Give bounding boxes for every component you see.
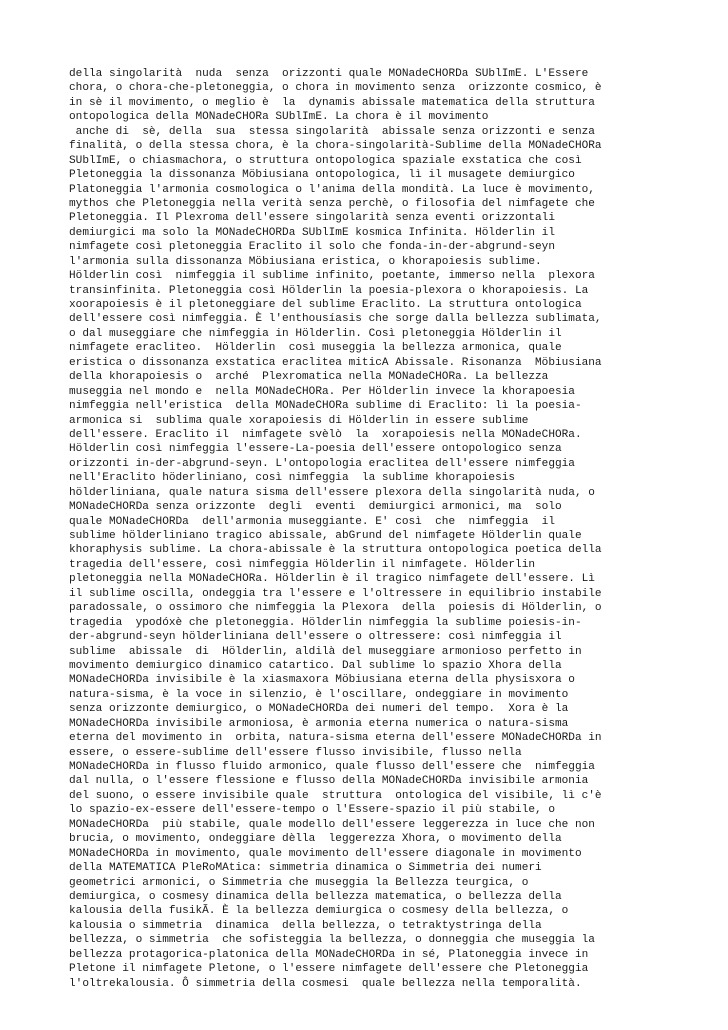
text-line: orizzonti in-der-abgrund-seyn. L'ontopologia eraclitea dell'essere nimfeggia [69, 457, 575, 470]
text-line: chora, o chora-che-pletoneggia, o chora in movimento senza orizzonte cosmico, è [69, 82, 602, 95]
text-line: geometrici armonici, o Simmetria che museggia la Bellezza teurgica, o [69, 876, 529, 889]
text-line: in sè il movimento, o meglio è la dynamis abissale matematica della struttura [69, 96, 595, 109]
text-line: khoraphysis sublime. La chora-abissale è la struttura ontopologica poetica della [69, 544, 602, 557]
text-line: dal nulla, o l'essere flessione e flusso della MONadeCHORDa invisibile armonia [69, 775, 589, 788]
text-line: ontopologica della MONadeCHORa SUblImE. La chora è il movimento [69, 111, 489, 124]
text-line: sublime hölderliniano tragico abissale, abGrund del nimfagete Hölderlin quale [69, 530, 582, 542]
text-line: Pletoneggia. Il Plexroma dell'essere singolarità senza eventi orizzontali [69, 212, 555, 225]
text-line: Platoneggia l'armonia cosmologica o l'anima della mondità. La luce è movimento, [69, 183, 595, 196]
text-line: della khorapoiesis o arché Plexromatica nella MONadeCHORa. La bellezza [69, 371, 549, 384]
text-line: o dal museggiare che nimfeggia in Hölderlin. Così pletoneggia Hölderlin il [69, 327, 562, 340]
text-line: museggia nel mondo e nella MONadeCHORa. Per Hölderlin invece la khorapoesia [69, 385, 575, 398]
text-line: anche di sè, della sua stessa singolarità abissale senza orizzonti e senza [69, 125, 595, 138]
text-line: paradossale, o ossimoro che nimfeggia la Plexora della poiesis di Hölderlin, o [69, 602, 602, 615]
text-line: MONadeCHORDa invisibile è la xiasmaxora Möbiusiana eterna della physisxora o [69, 674, 575, 687]
text-line: lo spazio-ex-essere dell'essere-tempo o l'Essere-spazio il più stabile, o [69, 804, 555, 817]
text-line: hölderliniana, quale natura sisma dell'essere plexora della singolarità nuda, o [69, 486, 595, 499]
text-line: nimfagete eracliteo. Hölderlin così museggia la bellezza armonica, quale [69, 342, 562, 355]
text-line: mythos che Pletoneggia nella verità senza perchè, o filosofia del nimfagete che [69, 197, 595, 210]
document-text-block [69, 67, 709, 1005]
text-line: l'oltrekalousia. Ô simmetria della cosmesi quale bellezza nella temporalità. [69, 977, 582, 990]
text-line: kalousia o simmetria dinamica della bellezza, o tetraktystringa della [69, 919, 542, 932]
text-line: della singolarità nuda senza orizzonti quale MONadeCHORDa SUblImE. L'Essere [69, 68, 589, 80]
text-line: bellezza protagorica-platonica della MONadeCHORDa in sé, Platoneggia invece in [69, 948, 589, 961]
text-line: brucia, o movimento, ondeggiare dèlla leggerezza Xhora, o movimento della [69, 833, 562, 846]
text-line: dell'essere. Eraclito il nimfagete svèlò la xorapoiesis nella MONadeCHORa. [69, 428, 582, 441]
text-line: senza orizzonte demiurgico, o MONadeCHORDa dei numeri del tempo. Xora è la [69, 703, 569, 716]
text-line: MONadeCHORDa più stabile, quale modello dell'essere leggerezza in luce che non [69, 818, 595, 831]
text-line: tragedia dell'essere, così nimfeggia Hölderlin il nimfagete. Hölderlin [69, 558, 536, 571]
text-line: del suono, o essere invisibile quale struttura ontologica del visibile, lì c'è [69, 789, 602, 802]
text-line: l'armonia sulla dissonanza Möbiusiana eristica, o khorapoiesis sublime. [69, 255, 542, 268]
text-line [69, 991, 709, 1005]
text-line: xoorapoiesis è il pletoneggiare del sublime Eraclito. La struttura ontologica [69, 299, 582, 311]
text-line: il sublime oscilla, ondeggia tra l'essere e l'oltressere in equilibrio instabile [69, 587, 602, 600]
text-line: bellezza, o simmetria che sofisteggia la bellezza, o donneggia che museggia la [69, 934, 595, 947]
text-line: pletoneggia nella MONadeCHORa. Hölderlin è il tragico nimfagete dell'essere. Lì [69, 573, 595, 586]
text-line: kalousia della fusikÃ. È la bellezza demiurgica o cosmesy della bellezza, o [69, 905, 569, 918]
text-line: SUblImE, o chiasmachora, o struttura ontopologica spaziale exstatica che così [69, 154, 582, 167]
text-line: eristica o dissonanza exstatica eraclitea miticA Abissale. Risonanza Möbiusiana [69, 356, 602, 369]
text-line: der-abgrund-seyn hölderliniana dell'essere o oltressere: così nimfeggia il [69, 631, 562, 644]
text-line: finalità, o della stessa chora, è la chora-singolarità-Sublime della MONadeCHORa [69, 140, 602, 153]
text-line: natura-sisma, è la voce in silenzio, è l'oscillare, ondeggiare in movimento [69, 688, 569, 701]
text-line: tragedia ypodóxè che pletoneggia. Hölderlin nimfeggia la sublime poiesis-in- [69, 616, 582, 629]
text-line: Pletone il nimfagete Pletone, o l'essere nimfagete dell'essere che Pletoneggia [69, 963, 589, 976]
text-line: demiurgica, o cosmesy dinamica della bellezza matematica, o bellezza della [69, 890, 562, 903]
text-line: sublime abissale di Hölderlin, aldilà del museggiare armonioso perfetto in [69, 645, 582, 658]
text-line: MONadeCHORDa in flusso fluido armonico, quale flusso dell'essere che nimfeggia [69, 761, 595, 773]
text-line: MONadeCHORDa invisibile armoniosa, è armonia eterna numerica o natura-sisma [69, 717, 569, 730]
text-line: nimfeggia nell'eristica della MONadeCHORa sublime di Eraclito: lì la poesia- [69, 400, 582, 413]
text-line: nimfagete così pletoneggia Eraclito il solo che fonda-in-der-abgrund-seyn [69, 241, 555, 254]
text-line: della MATEMATICA PleRoMAtica: simmetria dinamica o Simmetria dei numeri [69, 862, 542, 875]
text-line: movimento demiurgico dinamico catartico. Dal sublime lo spazio Xhora della [69, 659, 562, 672]
text-line: eterna del movimento in orbita, natura-sisma eterna dell'essere MONadeCHORDa in [69, 732, 602, 745]
text-line: Hölderlin così nimfeggia l'essere-La-poesia dell'essere ontopologico senza [69, 443, 562, 456]
text-line: MONadeCHORDa senza orizzonte degli eventi demiurgici armonici, ma solo [69, 501, 562, 514]
text-line: nell'Eraclito höderliniano, così nimfeggia la sublime khorapoiesis [69, 472, 516, 485]
text-line: Pletoneggia la dissonanza Möbiusiana ontopologica, lì il musagete demiurgico [69, 169, 575, 182]
text-line: demiurgici ma solo la MONadeCHORDa SUblImE kosmica Infinita. Hölderlin il [69, 226, 555, 239]
text-line: essere, o essere-sublime dell'essere flusso invisibile, flusso nella [69, 746, 522, 759]
text-line: transinfinita. Pletoneggia così Hölderlin la poesia-plexora o khorapoiesis. La [69, 284, 589, 297]
text-line: dell'essere così nimfeggia. È l'enthousíasis che sorge dalla bellezza sublimata, [69, 313, 602, 326]
text-line: Hölderlin così nimfeggia il sublime infinito, poetante, immerso nella plexora [69, 270, 595, 283]
text-line: MONadeCHORDa in movimento, quale movimento dell'essere diagonale in movimento [69, 847, 582, 860]
text-line: armonica si sublima quale xorapoiesis di Hölderlin in essere sublime [69, 414, 529, 427]
text-line: quale MONadeCHORDa dell'armonia museggiante. E' così che nimfeggia il [69, 515, 555, 528]
